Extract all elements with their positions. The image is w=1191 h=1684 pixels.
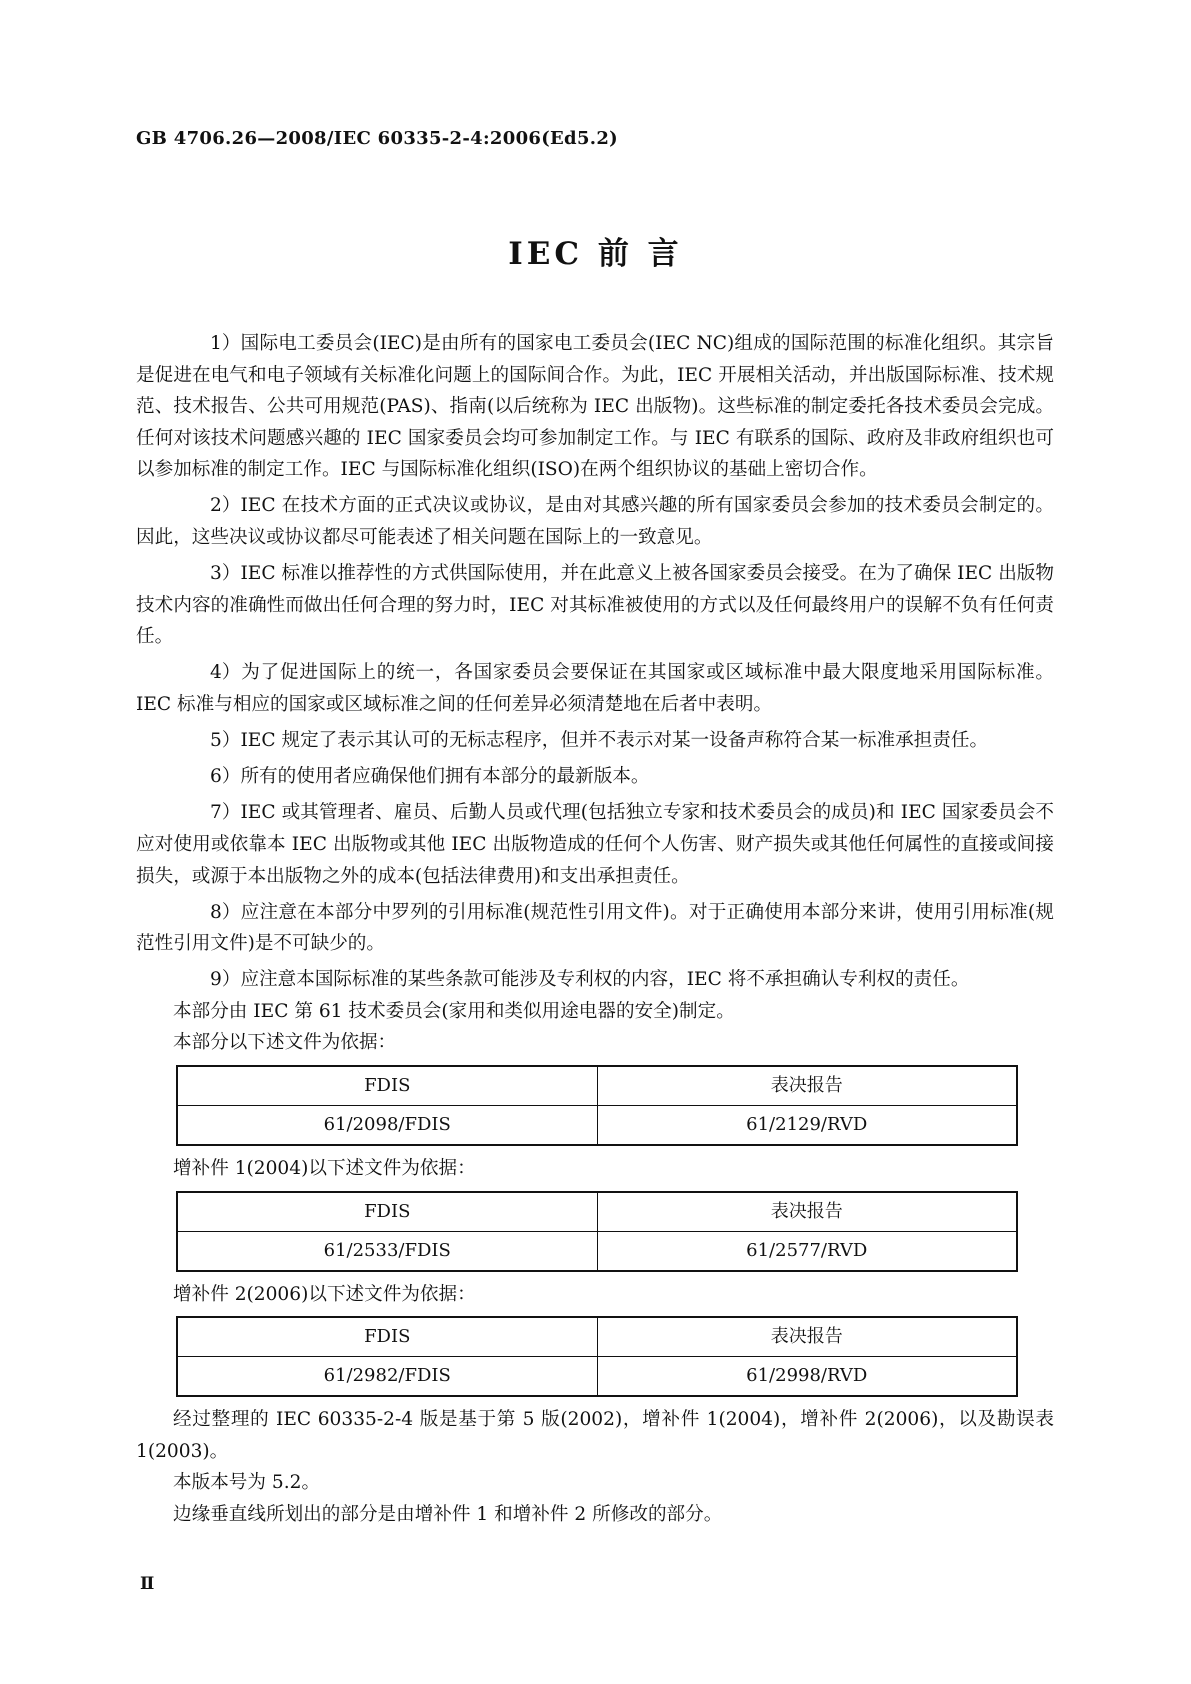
clause-7 <box>136 797 1054 892</box>
clause-8 <box>136 897 1054 960</box>
table-header-vote-report: 表决报告 <box>597 1317 1017 1357</box>
table-header-row <box>177 1192 1017 1232</box>
clause-number: 7） <box>210 802 241 824</box>
clause-4 <box>136 657 1054 720</box>
clause-text: 为了促进国际上的统一，各国家委员会要保证在其国家或区域标准中最大限度地采用国际标准。IEC 标准与相应的国家或区域标准之间的任何差异必须清楚地在后者中表明。 <box>136 662 1054 716</box>
clause-6 <box>136 761 1054 793</box>
foreword-body <box>136 328 1054 1531</box>
clause-number: 3） <box>210 563 241 585</box>
table-header-vote-report: 表决报告 <box>597 1066 1017 1106</box>
clause-text: 应注意本国际标准的某些条款可能涉及专利权的内容，IEC 将不承担确认专利权的责任。 <box>240 969 970 991</box>
table-cell-rvd: 61/2998/RVD <box>597 1357 1017 1397</box>
clause-number: 8） <box>210 901 241 923</box>
voting-table-amendment-1 <box>176 1191 1018 1272</box>
table-row <box>177 1357 1017 1397</box>
margin-line-statement: 边缘垂直线所划出的部分是由增补件 1 和增补件 2 所修改的部分。 <box>173 1504 723 1526</box>
table1-intro: 本部分以下述文件为依据： <box>173 1032 397 1054</box>
clause-5 <box>136 725 1054 757</box>
document-header: GB 4706.26—2008/IEC 60335-2-4:2006(Ed5.2) <box>136 128 618 149</box>
table-cell-rvd: 61/2577/RVD <box>597 1231 1017 1271</box>
table2-intro: 增补件 1(2004)以下述文件为依据： <box>173 1158 476 1180</box>
clause-text: IEC 标准以推荐性的方式供国际使用，并在此意义上被各国家委员会接受。在为了确保 IEC 出版物技术内容的准确性而做出任何合理的努力时，IEC 对其标准被使用的方式以及任何最终用户的误解不负有任何责任。 <box>136 563 1054 648</box>
clause-text: 所有的使用者应确保他们拥有本部分的最新版本。 <box>240 766 650 788</box>
clause-text: 应注意在本部分中罗列的引用标准(规范性引用文件)。对于正确使用本部分来讲，使用引用标准(规范性引用文件)是不可缺少的。 <box>136 901 1054 955</box>
voting-table-amendment-2 <box>176 1316 1018 1397</box>
clause-text: IEC 规定了表示其认可的无标志程序，但并不表示对某一设备声称符合某一标准承担责任。 <box>240 730 989 752</box>
table-cell-fdis: 61/2533/FDIS <box>177 1231 597 1271</box>
clause-3 <box>136 558 1054 653</box>
table-header-row <box>177 1317 1017 1357</box>
table-header-vote-report: 表决报告 <box>597 1192 1017 1232</box>
clause-number: 1） <box>210 333 241 354</box>
table-row <box>177 1231 1017 1271</box>
voting-table-base <box>176 1065 1018 1146</box>
clause-number: 4） <box>210 662 241 684</box>
table-row <box>177 1106 1017 1146</box>
table3-intro: 增补件 2(2006)以下述文件为依据： <box>173 1283 476 1305</box>
clause-text: IEC 或其管理者、雇员、后勤人员或代理(包括独立专家和技术委员会的成员)和 IEC 国家委员会不应对使用或依靠本 IEC 出版物或其他 IEC 出版物造成的任何个人伤害、财产损失或其他任何属性的直接或间接损失，或源于本出版物之外的成本(包括法律费用)和支出承担责任。 <box>136 802 1054 887</box>
clause-number: 5） <box>210 730 241 752</box>
table-cell-rvd: 61/2129/RVD <box>597 1106 1017 1146</box>
clause-text: IEC 在技术方面的正式决议或协议，是由对其感兴趣的所有国家委员会参加的技术委员会制定的。因此，这些决议或协议都尽可能表述了相关问题在国际上的一致意见。 <box>136 495 1054 549</box>
clause-2 <box>136 490 1054 553</box>
page-title: IEC 前 言 <box>508 236 683 272</box>
clause-text: 国际电工委员会(IEC)是由所有的国家电工委员会(IEC NC)组成的国际范围的标准化组织。其宗旨是促进在电气和电子领域有关标准化问题上的国际间合作。为此，IEC 开展相关活动，并出版国际标准、技术规范、技术报告、公共可用规范(PAS)、指南(以后统称为 IEC 出版物)。这些标准的制定委托各技术委员会完成。任何对该技术问题感兴趣的 IEC 国家委员会均可参加制定工作。与 IEC 有联系的国际、政府及非政府组织也可以参加标准的制定工作。IEC 与国际标准化组织(ISO)在两个组织协议的基础上密切合作。 <box>136 333 1054 481</box>
page-number: Ⅱ <box>140 1574 155 1594</box>
clause-number: 2） <box>210 495 241 517</box>
table-header-fdis: FDIS <box>177 1192 597 1232</box>
consolidated-statement: 经过整理的 IEC 60335-2-4 版是基于第 5 版(2002)，增补件 1(2004)，增补件 2(2006)，以及勘误表 1(2003)。 <box>136 1409 1054 1462</box>
table-header-row <box>177 1066 1017 1106</box>
clause-number: 9） <box>210 969 241 991</box>
table-cell-fdis: 61/2982/FDIS <box>177 1357 597 1397</box>
clause-9 <box>136 964 1054 996</box>
clause-number: 6） <box>210 766 241 788</box>
committee-statement: 本部分由 IEC 第 61 技术委员会(家用和类似用途电器的安全)制定。 <box>173 1000 735 1022</box>
table-header-fdis: FDIS <box>177 1066 597 1106</box>
version-statement: 本版本号为 5.2。 <box>173 1472 321 1494</box>
table-header-fdis: FDIS <box>177 1317 597 1357</box>
table-cell-fdis: 61/2098/FDIS <box>177 1106 597 1146</box>
clause-1 <box>136 328 1054 486</box>
